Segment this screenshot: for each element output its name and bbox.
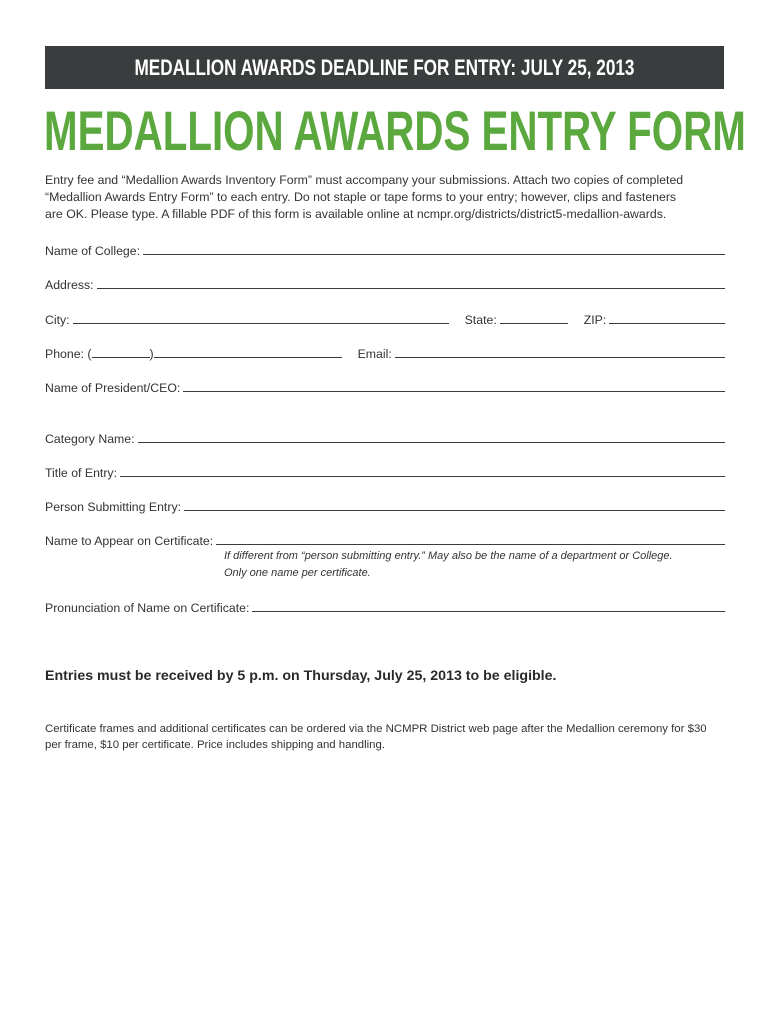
intro-line: “Medallion Awards Entry Form” to each entry. Do not staple or tape forms to your entry; however, clips and fasteners: [45, 190, 677, 204]
phone-label: Phone: (: [45, 347, 92, 361]
city-field[interactable]: [73, 311, 449, 324]
address-label: Address:: [45, 278, 94, 292]
president-row: [45, 377, 725, 395]
state-label: State:: [464, 313, 497, 327]
page-title: MEDALLION AWARDS ENTRY FORM: [44, 99, 746, 162]
college-label: Name of College:: [45, 244, 141, 258]
entry-title-field[interactable]: [120, 464, 725, 477]
college-row: [45, 240, 725, 258]
pricing-note-line: per frame, $10 per certificate. Price includes shipping and handling.: [45, 739, 386, 751]
phone-email-row: [45, 343, 725, 361]
certificate-note-line: Only one name per certificate.: [224, 567, 371, 579]
certificate-name-label: Name to Appear on Certificate:: [45, 534, 214, 548]
intro-line: are OK. Please type. A fillable PDF of this form is available online at ncmpr.org/districts/district5-medallion-awards.: [45, 207, 667, 221]
phone-number-field[interactable]: [154, 345, 342, 358]
submitter-field[interactable]: [184, 498, 725, 511]
certificate-name-field[interactable]: [216, 532, 725, 545]
address-row: [45, 274, 725, 292]
certificate-note-line: If different from “person submitting entry.” May also be the name of a department or College.: [224, 550, 673, 562]
city-state-zip-row: [45, 309, 725, 327]
category-label: Category Name:: [45, 432, 135, 446]
zip-label: ZIP:: [583, 313, 607, 327]
certificate-pricing-note: [45, 721, 735, 753]
intro-line: Entry fee and “Medallion Awards Inventory Form” must accompany your submissions. Attach two copies of completed: [45, 173, 684, 187]
zip-field[interactable]: [609, 311, 725, 324]
category-row: [45, 428, 725, 446]
category-field[interactable]: [138, 430, 725, 443]
president-label: Name of President/CEO:: [45, 381, 181, 395]
certificate-note: [224, 548, 673, 582]
state-field[interactable]: [500, 311, 568, 324]
email-field[interactable]: [395, 345, 725, 358]
submitter-row: [45, 496, 725, 514]
city-label: City:: [45, 313, 70, 327]
entry-title-label: Title of Entry:: [45, 466, 117, 480]
pricing-note-line: Certificate frames and additional certificates can be ordered via the NCMPR District web page after the Medallion ceremony for $30: [45, 723, 707, 735]
president-field[interactable]: [183, 379, 725, 392]
pronunciation-row: [45, 597, 725, 615]
pronunciation-field[interactable]: [252, 599, 725, 612]
address-field[interactable]: [97, 276, 725, 289]
email-label: Email:: [357, 347, 392, 361]
entry-title-row: [45, 462, 725, 480]
phone-paren: ): [149, 347, 154, 361]
pronunciation-label: Pronunciation of Name on Certificate:: [45, 601, 250, 615]
intro-paragraph: [45, 172, 735, 223]
certificate-name-row: [45, 530, 725, 548]
banner-text: MEDALLION AWARDS DEADLINE FOR ENTRY: JULY 25, 2013: [134, 54, 635, 80]
college-field[interactable]: [143, 242, 725, 255]
phone-area-code-field[interactable]: [92, 345, 150, 358]
deadline-notice: Entries must be received by 5 p.m. on Thursday, July 25, 2013 to be eligible.: [45, 668, 557, 684]
deadline-banner: [45, 46, 724, 89]
submitter-label: Person Submitting Entry:: [45, 500, 182, 514]
